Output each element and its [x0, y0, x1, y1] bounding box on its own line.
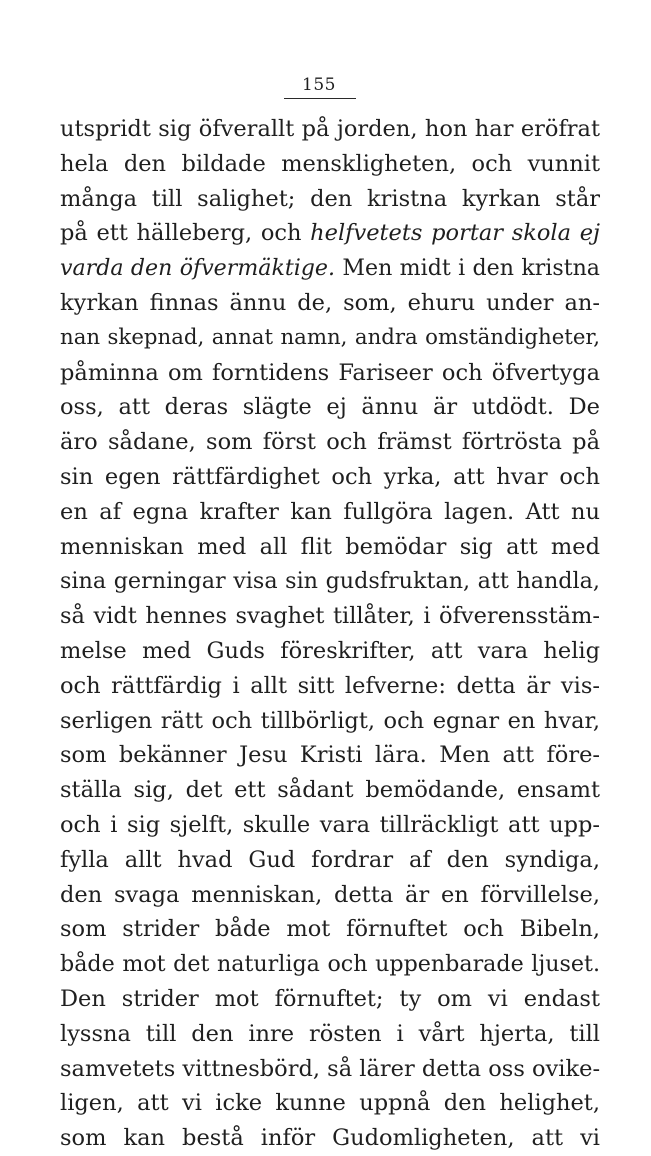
text-line: ligen, att vi icke kunne uppnå den helighet, [60, 1090, 600, 1117]
body-text [60, 112, 600, 1156]
text-line: menniskan med all flit bemödar sig att med [60, 533, 600, 560]
text-line: oss, att deras slägte ej ännu är utdödt. De [60, 394, 600, 421]
text-line: kyrkan finnas ännu de, som, ehuru under an- [60, 289, 600, 316]
text-line: samvetets vittnesbörd, så lärer detta oss ovike- [60, 1055, 601, 1082]
text-line: som bekänner Jesu Kristi lära. Men att före- [60, 742, 600, 769]
text-roman: Men midt i den kristna [335, 255, 600, 282]
text-line: en af egna krafter kan fullgöra lagen. Att nu [60, 498, 600, 525]
text-italic: helfvetets portar skola ej [310, 220, 600, 247]
text-line: melse med Guds föreskrifter, att vara helig [60, 637, 600, 664]
text-line: serligen rätt och tillbörligt, och egnar en hvar, [60, 707, 600, 734]
text-line: och rättfärdig i allt sitt lefverne: detta är vis- [60, 672, 600, 699]
text-italic: varda den öfvermäktige. [60, 255, 336, 282]
text-line [60, 251, 600, 286]
text-line: nan skepnad, annat namn, andra omständigheter, [60, 324, 600, 350]
text-line: sin egen rättfärdighet och yrka, att hvar och [60, 463, 600, 490]
page-number-rule [284, 98, 356, 99]
page-number: 155 [302, 75, 336, 95]
text-line: som kan bestå inför Gudomligheten, att vi [60, 1125, 600, 1152]
text-line: hela den bildade menskligheten, och vunnit [60, 150, 600, 177]
text-line: lyssna till den inre rösten i vårt hjerta, till [60, 1020, 600, 1047]
text-line: både mot det naturliga och uppenbarade ljuset. [60, 951, 600, 978]
text-line: så vidt hennes svaghet tillåter, i öfverensstäm- [60, 603, 600, 630]
text-line: utspridt sig öfverallt på jorden, hon har eröfrat [60, 116, 600, 142]
text-line: Den strider mot förnuftet; ty om vi endast [60, 985, 600, 1012]
text-line: påminna om forntidens Fariseer och öfvertyga [60, 359, 600, 386]
text-line: ställa sig, det ett sådant bemödande, ensamt [60, 777, 600, 804]
text-line: äro sådane, som först och främst förtrösta på [60, 429, 600, 456]
text-line: sina gerningar visa sin gudsfruktan, att handla, [60, 568, 600, 595]
text-line: som strider både mot förnuftet och Bibeln, [60, 916, 600, 943]
text-line: många till salighet; den kristna kyrkan står [60, 185, 600, 212]
text-line: och i sig sjelft, skulle vara tillräckligt att upp- [60, 811, 600, 838]
text-roman: på ett hälleberg, och [60, 220, 311, 247]
text-line: fylla allt hvad Gud fordrar af den syndiga, [60, 846, 600, 873]
text-line: den svaga menniskan, detta är en förvillelse, [60, 881, 600, 908]
text-line [60, 216, 600, 251]
